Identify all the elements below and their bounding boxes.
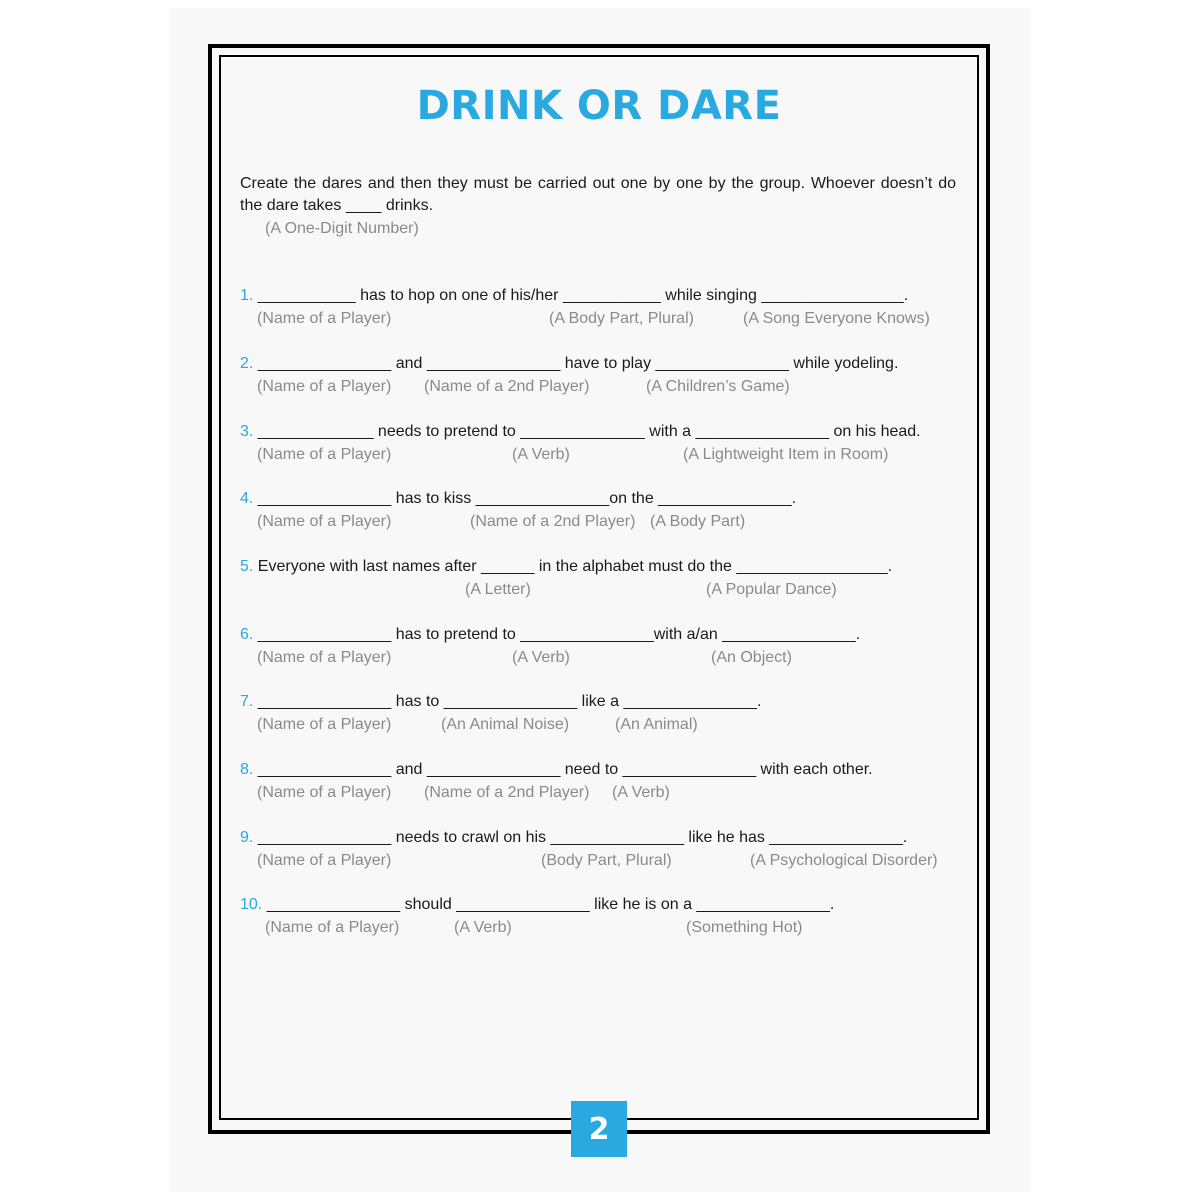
item-number: 4. (240, 490, 254, 507)
item-hint: (Body Part, Plural) (541, 852, 672, 869)
item-hint: (A Body Part, Plural) (549, 310, 694, 327)
item-text: ___________ has to hop on one of his/her ___________ while singing ________________. (257, 287, 909, 304)
item-hint: (An Animal) (615, 716, 698, 733)
list-item (240, 285, 908, 307)
item-number: 5. (240, 558, 254, 575)
list-item (240, 353, 898, 375)
item-text: _______________ has to pretend to _______________with a/an _______________. (257, 626, 861, 643)
item-text: _______________ has to _______________ like a _______________. (257, 693, 762, 710)
item-hint: (A Song Everyone Knows) (743, 310, 930, 327)
item-text: Everyone with last names after ______ in the alphabet must do the _________________. (257, 558, 893, 575)
item-number: 3. (240, 423, 254, 440)
item-number: 10. (240, 896, 263, 913)
item-hint: (A Popular Dance) (706, 581, 837, 598)
item-hint: (Name of a Player) (265, 919, 400, 936)
item-text: _______________ has to kiss _______________on the _______________. (257, 490, 797, 507)
item-hint: (A Psychological Disorder) (750, 852, 938, 869)
item-hint: (Name of a Player) (257, 852, 392, 869)
item-hint: (An Animal Noise) (441, 716, 570, 733)
item-hint: (A Verb) (454, 919, 512, 936)
list-item (240, 894, 834, 916)
list-item (240, 556, 892, 578)
item-number: 6. (240, 626, 254, 643)
item-hint: (Name of a Player) (257, 649, 392, 666)
item-hint: (A Body Part) (650, 513, 746, 530)
list-item (240, 759, 873, 781)
item-text: _______________ and _______________ have to play _______________ while yodeling. (257, 355, 899, 372)
item-hint: (A Verb) (512, 446, 570, 463)
item-hint: (Name of a Player) (257, 784, 392, 801)
item-text: _____________ needs to pretend to ______________ with a _______________ on his head. (257, 423, 921, 440)
item-number: 2. (240, 355, 254, 372)
item-number: 8. (240, 761, 254, 778)
item-hint: (Name of a Player) (257, 378, 392, 395)
item-number: 1. (240, 287, 254, 304)
list-item (240, 624, 860, 646)
item-text: _______________ should _______________ like he is on a _______________. (266, 896, 835, 913)
list-item (240, 691, 761, 713)
item-hint: (Name of a Player) (257, 513, 392, 530)
item-text: _______________ and _______________ need to _______________ with each other. (257, 761, 873, 778)
item-hint: (A Verb) (612, 784, 670, 801)
list-item (240, 827, 907, 849)
list-item (240, 488, 796, 510)
item-hint: (A Lightweight Item in Room) (683, 446, 889, 463)
item-hint: (Name of a Player) (257, 310, 392, 327)
item-number: 9. (240, 829, 254, 846)
item-hint: (A Verb) (512, 649, 570, 666)
item-hint: (A Children’s Game) (646, 378, 790, 395)
intro-text: Create the dares and then they must be carried out one by one by the group. Whoever doesn’t do the dare takes ____ drinks. (240, 175, 956, 214)
page-title: DRINK OR DARE (416, 83, 782, 129)
item-hint: (A Letter) (465, 581, 531, 598)
item-hint: (Something Hot) (686, 919, 803, 936)
item-hint: (Name of a Player) (257, 716, 392, 733)
item-number: 7. (240, 693, 254, 710)
list-item (240, 421, 921, 443)
page-number-badge: 2 (571, 1101, 627, 1157)
intro-hint: (A One-Digit Number) (265, 220, 419, 237)
item-hint: (Name of a 2nd Player) (424, 378, 590, 395)
item-hint: (Name of a Player) (257, 446, 392, 463)
item-hint: (Name of a 2nd Player) (424, 784, 590, 801)
item-text: _______________ needs to crawl on his _______________ like he has _______________. (257, 829, 908, 846)
item-hint: (Name of a 2nd Player) (470, 513, 636, 530)
item-hint: (An Object) (711, 649, 792, 666)
